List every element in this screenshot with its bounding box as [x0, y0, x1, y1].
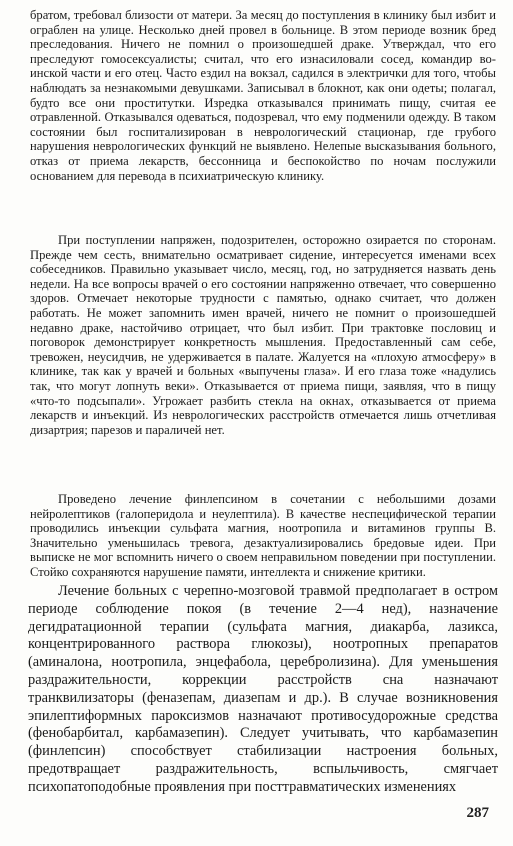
paragraph-text: Проведено лечение финлепсином в сочетании с небольшими дозами нейролептиков (галоперидола и неулептила). В качестве неспецифической терапии проводились инъекции сульфата магния, ноотропила и витаминов группы В. Значительно уменьшилась тревога, дезактуализировались бредовые идеи. При выписке не мог вспомнить ничего о своем неправильном поведении при поступлении. Стойко сохраняются нарушение памяти, интеллекта и снижение критики. — [30, 492, 496, 579]
main-text-paragraph — [28, 583, 498, 797]
paragraph-text: При поступлении напряжен, подозрителен, осторожно озирается по сторонам. Прежде чем сесть, внимательно осматривает сидение, интересуется именами всех собеседников. Правильно указывает число, месяц, год, но затрудняется назвать день недели. На все вопросы врачей о его состоянии напряженно отвечает, что совершенно здоров. Отмечает некоторые трудности с памятью, однако считает, что должен работать. Не может запомнить имен врачей, ничего не помнит о произошедшей недавно драке, настойчиво отрицает, что был избит. При трактовке пословиц и поговорок демонстрирует конкретность мышления. Предоставленный сам себе, тревожен, неусидчив, не удерживается в палате. Жалуется на «плохую атмосферу» в клинике, так как у врачей и больных «выпучены глаза». И его глаза тоже «надулись так, что могут лопнуть веки». Отказывается от приема пищи, заявляя, что в пищу «что-то подсыпали». Угрожает разбить стекла на окнах, отказывается от приема лекарств и инъекций. Из неврологических расстройств отмечается лишь отчетливая дизартрия; парезов и параличей нет. — [30, 233, 496, 437]
page-number: 287 — [466, 805, 489, 821]
paragraph-text: братом, требовал близости от матери. За месяц до поступления в клинику был избит и ограблен на улице. Несколько дней провел в больнице. В этом периоде возник бред преследования. Ничего не помнил о произошедшей драке. Утверждал, что его преследуют гомосексуалисты; считал, что его изнасиловали сосед, командир воинской части и его отец. Часто ездил на вокзал, садился в электрички для того, чтобы наблюдать за незнакомыми девушками. Записывал в блокнот, как они одеты; полагал, будто все они проститутки. Изредка отказывался принимать пищу, считая ее отравленной. Отказывался одеваться, подозревал, что ему подменили одежду. В таком состоянии был госпитализирован в неврологический стационар, где грубого нарушения неврологических функций не выявлено. Нелепые высказывания больного, отказ от приема лекарств, бессонница и беспокойство по ночам послужили основанием для перевода в психиатрическую клинику. — [30, 8, 496, 183]
case-description-paragraph — [30, 8, 496, 183]
admission-status-paragraph — [30, 233, 496, 437]
paragraph-text: Лечение больных с черепно-мозговой травмой предполагает в остром периоде соблюдение покоя (в течение 2—4 нед), назначение дегидратационной терапии (сульфата магния, диакарба, лазикса, концентрированного раствора глюкозы), ноотропных препаратов (аминалона, ноотропила, энцефабола, церебролизина). Для уменьшения раздражительности, коррекции расстройств сна назначают транквилизаторы (феназепам, диазепам и др.). В случае возникновения эпилептиформных пароксизмов назначают противосудорожные средства (фенобарбитал, карбамазепин). Следует учитывать, что карбамазепин (финлепсин) способствует стабилизации настроения больных, предотвращает раздражительность, вспыльчивость, смягчает психопатоподобные проявления при посттравматических изменениях — [28, 583, 498, 795]
treatment-outcome-paragraph — [30, 492, 496, 580]
